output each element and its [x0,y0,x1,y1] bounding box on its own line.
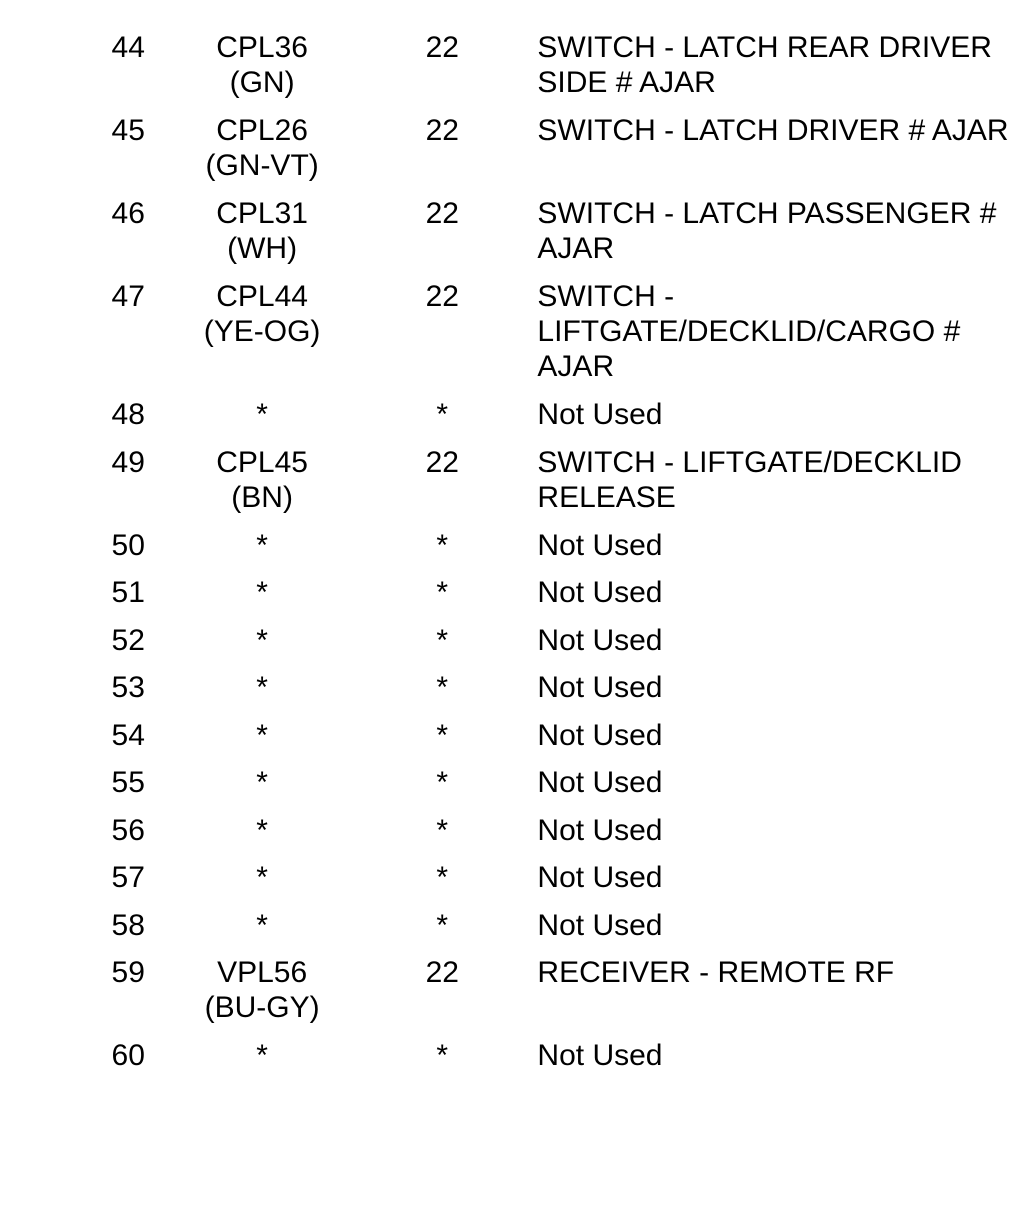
function-description: Not Used [537,623,663,657]
circuit-cell [156,445,368,528]
wire-gauge: 22 [425,114,459,147]
wire-gauge: * [436,398,449,431]
circuit-code: * [256,576,268,609]
pin-number: 58 [111,908,145,942]
function-description: Not Used [537,671,663,704]
table-row [0,279,1024,397]
function-description: Not Used [537,766,663,799]
circuit-code: * [256,398,268,431]
pin-number: 51 [111,576,145,609]
circuit-code: VPL56 [217,956,308,989]
function-description: SWITCH - LATCH PASSENGER # AJAR [537,197,997,265]
wire-color: (GN) [229,66,295,99]
pin-number: 47 [111,280,145,313]
wire-gauge: * [436,813,449,847]
circuit-code: CPL31 [216,197,308,230]
function-description: Not Used [537,1039,663,1072]
circuit-cell [156,30,368,113]
pin-number: 55 [111,766,145,799]
table-row [0,623,1024,671]
circuit-code: * [256,528,268,562]
function-description: Not Used [537,398,663,431]
circuit-code: * [256,908,268,942]
circuit-code: * [256,1039,268,1072]
pin-number: 59 [111,956,145,989]
circuit-code: CPL26 [216,114,308,147]
circuit-code: * [256,671,268,704]
wire-gauge: 22 [425,197,459,230]
wire-gauge: 22 [425,31,459,64]
function-description: Not Used [537,576,663,609]
function-description: RECEIVER - REMOTE RF [537,956,895,989]
wire-gauge: * [436,1039,449,1072]
table-row [0,813,1024,861]
pin-number: 54 [111,718,145,752]
pin-number: 50 [111,528,145,562]
table-row [0,113,1024,196]
circuit-cell [156,113,368,196]
pin-number: 60 [111,1039,145,1072]
wire-color: (GN-VT) [205,149,319,182]
pin-number: 56 [111,813,145,847]
circuit-code: * [256,813,268,847]
table-row [0,528,1024,576]
table-row [0,30,1024,113]
pin-number: 53 [111,671,145,704]
circuit-cell [156,196,368,279]
wire-gauge: * [436,671,449,704]
function-description: Not Used [537,813,663,847]
table-row [0,765,1024,813]
connector-pin-table [0,30,1024,1086]
circuit-cell [156,279,368,397]
pin-number: 52 [111,623,145,657]
table-row [0,670,1024,718]
table-row [0,955,1024,1038]
wire-color: (WH) [227,232,298,265]
function-description: Not Used [537,861,663,894]
circuit-cell [156,955,368,1038]
circuit-code: * [256,623,268,657]
wire-gauge: * [436,718,449,752]
function-description: SWITCH - LATCH REAR DRIVER SIDE # AJAR [537,31,992,99]
circuit-code: * [256,766,268,799]
pin-number: 44 [111,31,145,64]
wire-color: (YE-OG) [203,315,321,348]
table-row [0,445,1024,528]
function-description: Not Used [537,718,663,752]
table-row [0,196,1024,279]
table-row [0,718,1024,766]
function-description: SWITCH - LIFTGATE/DECKLID RELEASE [537,445,962,514]
pin-number: 48 [111,398,145,431]
wire-gauge: 22 [425,280,459,313]
table-row [0,575,1024,623]
function-description: Not Used [537,528,663,562]
function-description: SWITCH - LIFTGATE/DECKLID/CARGO # AJAR [537,280,961,383]
circuit-code: CPL45 [216,445,308,479]
pin-number: 57 [111,861,145,894]
table-row [0,1038,1024,1086]
circuit-code: CPL36 [216,31,308,64]
table-row [0,908,1024,956]
pin-number: 49 [111,445,145,479]
wire-gauge: 22 [425,956,459,989]
wire-gauge: 22 [425,445,459,479]
wire-color: (BN) [231,480,293,514]
wire-gauge: * [436,861,449,894]
wire-gauge: * [436,576,449,609]
wire-gauge: * [436,623,449,657]
circuit-code: * [256,861,268,894]
wire-color: (BU-GY) [204,991,320,1024]
wire-gauge: * [436,528,449,562]
circuit-code: * [256,718,268,752]
pin-number: 45 [111,114,145,147]
circuit-code: CPL44 [216,280,308,313]
table-row [0,860,1024,908]
function-description: Not Used [537,908,663,942]
wire-gauge: * [436,908,449,942]
function-description: SWITCH - LATCH DRIVER # AJAR [537,114,1009,147]
pin-number: 46 [111,197,145,230]
table-row [0,397,1024,445]
wire-gauge: * [436,766,449,799]
